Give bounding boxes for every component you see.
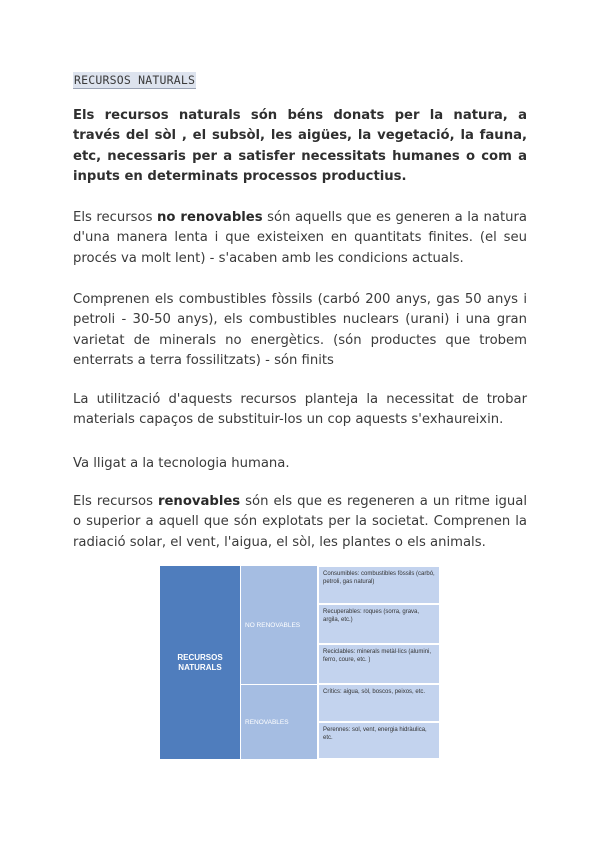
document-title: RECURSOS NATURALS [74,73,196,87]
diagram-leaf-perennes: Perennes: sol, vent, energia hidràulica, etc. [318,722,440,759]
paragraph-substitution: La utilització d'aquests recursos planteja la necessitat de trobar materials capaços de substituir-los un cop aquests s'exhaureixin. [73,392,527,428]
p2-text-after: són aquells que es generen a la natura d'una manera lenta i que existeixen en quantitats finites. (el seu procés va molt lent) - s'acaben amb les condicions actuals. [73,210,528,266]
paragraph-non-renewable [73,208,527,269]
diagram-node-no-renovables: NO RENOVABLES [241,566,317,684]
paragraph-technology: Va lligat a la tecnologia humana. [73,456,290,471]
p6-bold-term: renovables [157,494,241,509]
resources-hierarchy-diagram [160,566,440,759]
paragraph-renewable [73,492,527,553]
p2-text-before: Els recursos [73,210,158,225]
diagram-root-node: RECURSOS NATURALS [160,566,240,759]
p6-text-after: són els que es regeneren a un ritme igual o superior a aquell que són explotats per la societat. Comprenen la radiació solar, el vent, l'aigua, el sòl, les plantes o els animals. [73,494,527,550]
diagram-leaf-recuperables: Recuperables: roques (sorra, grava, argila, etc.) [318,604,440,644]
p6-text-before: Els recursos [73,494,158,509]
diagram-leaf-consumibles: Consumibles: combustibles fòssils (carbó, petroli, gas natural) [318,566,440,604]
p2-bold-term: no renovables [157,210,263,225]
diagram-leaf-reciclables: Reciclables: minerals metàl·lics (alumini, ferro, coure, etc. ) [318,644,440,684]
diagram-node-renovables: RENOVABLES [241,685,317,759]
diagram-leaf-critics: Crítics: aigua, sòl, boscos, peixos, etc. [318,684,440,722]
paragraph-definition: Els recursos naturals són béns donats per la natura, a través del sòl , el subsòl, les aigües, la vegetació, la fauna, etc, necessaris per a satisfer necessitats humanes o com a inputs en determinats processos productius. [73,108,527,184]
paragraph-non-renewable-examples: Comprenen els combustibles fòssils (carbó 200 anys, gas 50 anys i petroli - 30-50 anys), els combustibles nuclears (urani) i una gran varietat de minerals no energètics. (són productes que trobem enterrats a terra fossilitzats) - són finits [73,292,527,368]
